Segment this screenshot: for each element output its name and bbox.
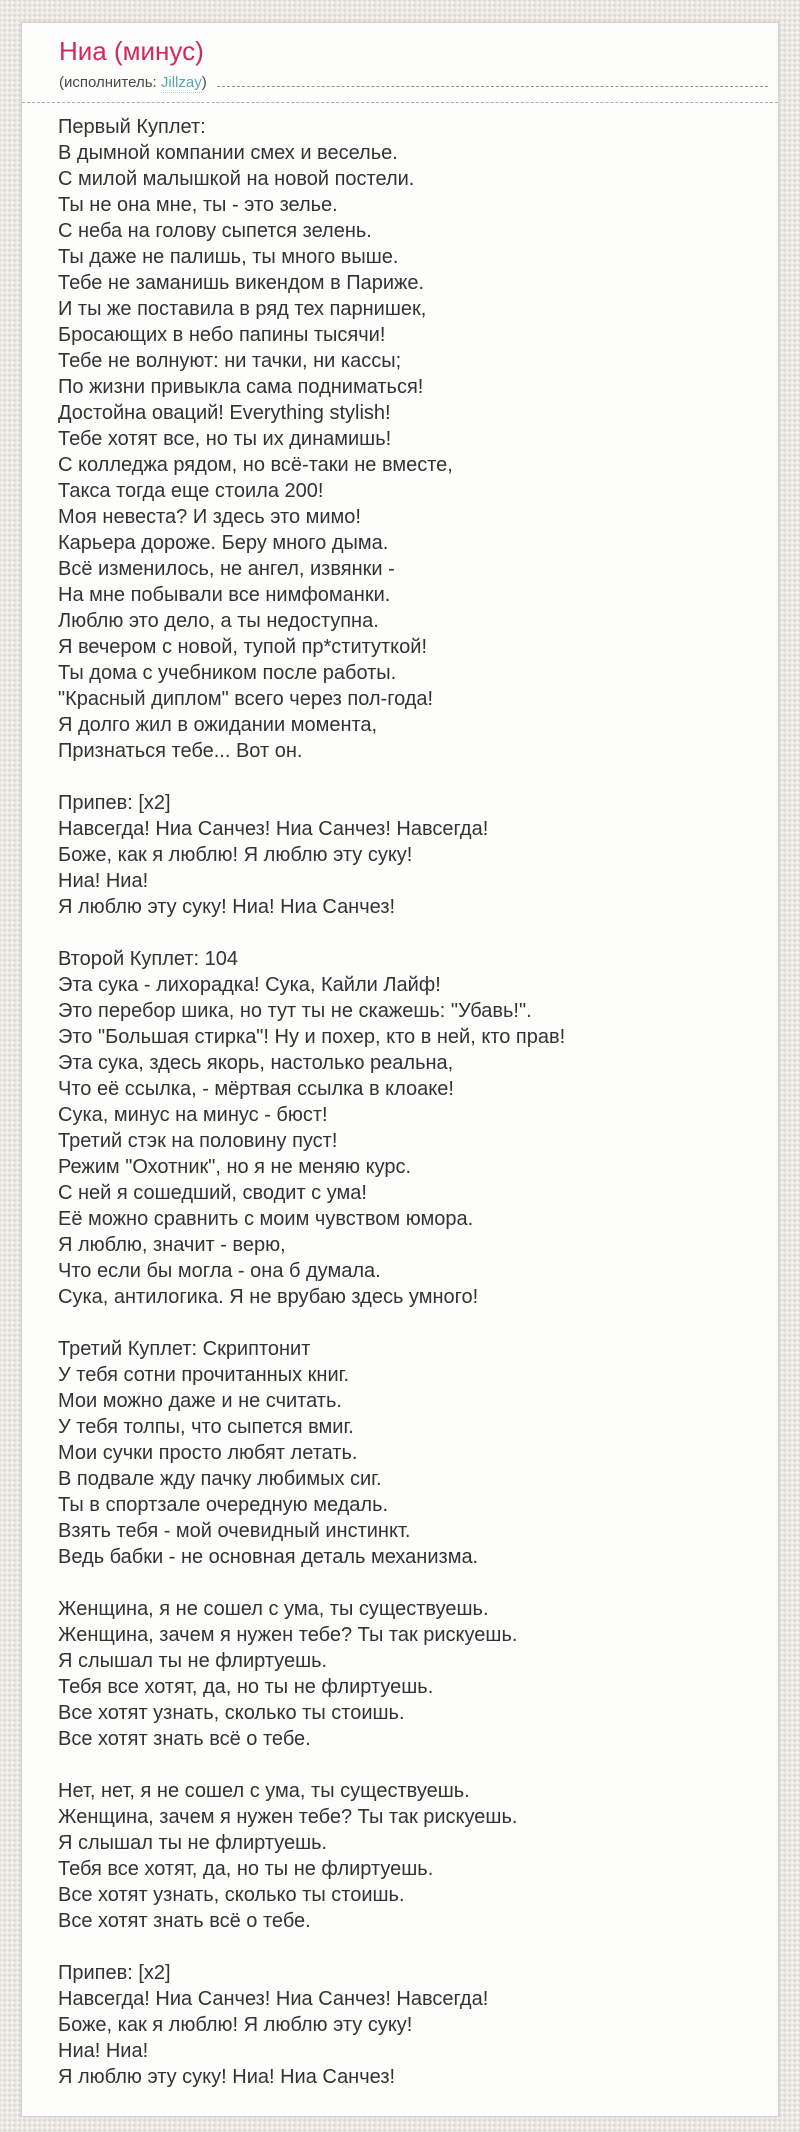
- lyric-line: Припев: [x2]: [58, 792, 171, 815]
- lyric-line: Тебе не волнуют: ни тачки, ни кассы;: [58, 350, 402, 373]
- lyric-line: В дымной компании смех и веселье.: [58, 142, 398, 165]
- lyric-line: Что её ссылка, - мёртвая ссылка в клоаке!: [58, 1078, 454, 1101]
- lyric-line: Я вечером с новой, тупой пр*ституткой!: [58, 636, 427, 659]
- lyric-line: Я слышал ты не флиртуешь.: [58, 1832, 328, 1855]
- lyric-line: Что если бы могла - она б думала.: [58, 1260, 381, 1283]
- artist-label: (исполнитель:: [59, 73, 161, 91]
- lyric-line: Я люблю эту суку! Ниа! Ниа Санчез!: [58, 2066, 396, 2089]
- lyric-line: Нет, нет, я не сошел с ума, ты существуешь.: [58, 1780, 470, 1803]
- lyric-line: В подвале жду пачку любимых сиг.: [58, 1468, 382, 1491]
- lyric-line: Сука, антилогика. Я не врубаю здесь умного!: [58, 1286, 479, 1309]
- lyric-line: Все хотят знать всё о тебе.: [58, 1910, 311, 1933]
- lyrics-card: [21, 22, 779, 2117]
- lyric-line: Тебе хотят все, но ты их динамишь!: [58, 428, 392, 451]
- lyric-line: Первый Куплет:: [58, 116, 206, 139]
- lyric-line: Третий Куплет: Скриптонит: [58, 1338, 311, 1361]
- artist-line: [59, 73, 770, 94]
- lyric-line: Эта сука, здесь якорь, настолько реальна,: [58, 1052, 454, 1075]
- lyric-line: С милой малышкой на новой постели.: [58, 168, 415, 191]
- stanza: [58, 1778, 760, 1934]
- lyric-line: Второй Куплет: 104: [58, 948, 238, 971]
- lyric-line: С ней я сошедший, сводит с ума!: [58, 1182, 367, 1205]
- song-header: [22, 23, 778, 103]
- stanza: [58, 114, 760, 764]
- lyric-line: Навсегда! Ниа Санчез! Ниа Санчез! Навсегда!: [58, 1988, 489, 2011]
- lyric-line: Женщина, зачем я нужен тебе? Ты так рискуешь.: [58, 1806, 518, 1829]
- lyric-line: "Красный диплом" всего через пол-года!: [58, 688, 434, 711]
- lyric-line: Достойна оваций! Everything stylish!: [58, 402, 391, 425]
- lyric-line: Ведь бабки - не основная деталь механизма.: [58, 1546, 479, 1569]
- lyric-line: Люблю это дело, а ты недоступна.: [58, 610, 379, 633]
- lyric-line: Боже, как я люблю! Я люблю эту суку!: [58, 844, 413, 867]
- lyric-line: Я слышал ты не флиртуешь.: [58, 1650, 328, 1673]
- stanza: [58, 1960, 760, 2090]
- lyric-line: Мои можно даже и не считать.: [58, 1390, 342, 1413]
- lyric-line: Припев: [x2]: [58, 1962, 171, 1985]
- lyric-line: Ты даже не палишь, ты много выше.: [58, 246, 399, 269]
- lyrics: [22, 103, 778, 2116]
- lyric-line: Ты в спортзале очередную медаль.: [58, 1494, 389, 1517]
- lyric-line: По жизни привыкла сама подниматься!: [58, 376, 424, 399]
- lyric-line: Мои сучки просто любят летать.: [58, 1442, 358, 1465]
- lyric-line: Такса тогда еще стоила 200!: [58, 480, 324, 503]
- lyric-line: С колледжа рядом, но всё-таки не вместе,: [58, 454, 453, 477]
- lyric-line: Взять тебя - мой очевидный инстинкт.: [58, 1520, 411, 1543]
- lyric-line: Третий стэк на половину пуст!: [58, 1130, 338, 1153]
- lyric-line: Признаться тебе... Вот он.: [58, 740, 303, 763]
- lyric-line: На мне побывали все нимфоманки.: [58, 584, 391, 607]
- lyric-line: Ниа! Ниа!: [58, 870, 149, 893]
- lyric-line: Ниа! Ниа!: [58, 2040, 149, 2063]
- lyric-line: Карьера дороже. Беру много дыма.: [58, 532, 389, 555]
- lyric-line: Все хотят узнать, сколько ты стоишь.: [58, 1702, 405, 1725]
- lyric-line: Ты дома с учебником после работы.: [58, 662, 397, 685]
- lyric-line: Это "Большая стирка"! Ну и похер, кто в ней, кто прав!: [58, 1026, 566, 1049]
- lyric-line: Тебя все хотят, да, но ты не флиртуешь.: [58, 1676, 434, 1699]
- lyric-line: Все хотят узнать, сколько ты стоишь.: [58, 1884, 405, 1907]
- stanza: [58, 1336, 760, 1570]
- lyric-line: Это перебор шика, но тут ты не скажешь: "Убавь!".: [58, 1000, 532, 1023]
- lyric-line: Режим "Охотник", но я не меняю курс.: [58, 1156, 412, 1179]
- lyric-line: Ты не она мне, ты - это зелье.: [58, 194, 338, 217]
- stanza: [58, 1596, 760, 1752]
- lyric-line: Эта сука - лихорадка! Сука, Кайли Лайф!: [58, 974, 441, 997]
- lyric-line: Сука, минус на минус - бюст!: [58, 1104, 328, 1127]
- lyric-line: Женщина, я не сошел с ума, ты существуешь.: [58, 1598, 489, 1621]
- stanza: [58, 790, 760, 920]
- lyric-line: У тебя толпы, что сыпется вмиг.: [58, 1416, 354, 1439]
- lyric-line: Я люблю эту суку! Ниа! Ниа Санчез!: [58, 896, 396, 919]
- lyric-line: Все хотят знать всё о тебе.: [58, 1728, 311, 1751]
- lyric-line: Её можно сравнить с моим чувством юмора.: [58, 1208, 474, 1231]
- lyric-line: С неба на голову сыпется зелень.: [58, 220, 372, 243]
- artist-link[interactable]: Jillzay: [161, 73, 202, 94]
- lyric-line: Всё изменилось, не ангел, извянки -: [58, 558, 395, 581]
- lyric-line: Я долго жил в ожидании момента,: [58, 714, 378, 737]
- lyric-line: Женщина, зачем я нужен тебе? Ты так рискуешь.: [58, 1624, 518, 1647]
- artist-label-close: ): [201, 73, 207, 91]
- lyric-line: Боже, как я люблю! Я люблю эту суку!: [58, 2014, 413, 2037]
- lyric-line: Бросающих в небо папины тысячи!: [58, 324, 386, 347]
- song-title: Ниа (минус): [59, 36, 204, 66]
- lyric-line: Тебе не заманишь викендом в Париже.: [58, 272, 425, 295]
- lyric-line: Моя невеста? И здесь это мимо!: [58, 506, 361, 529]
- dashed-leader: [217, 74, 768, 87]
- stanza: [58, 946, 760, 1310]
- lyric-line: Я люблю, значит - верю,: [58, 1234, 286, 1257]
- lyric-line: Навсегда! Ниа Санчез! Ниа Санчез! Навсегда!: [58, 818, 489, 841]
- lyric-line: У тебя сотни прочитанных книг.: [58, 1364, 350, 1387]
- lyric-line: И ты же поставила в ряд тех парнишек,: [58, 298, 427, 321]
- lyric-line: Тебя все хотят, да, но ты не флиртуешь.: [58, 1858, 434, 1881]
